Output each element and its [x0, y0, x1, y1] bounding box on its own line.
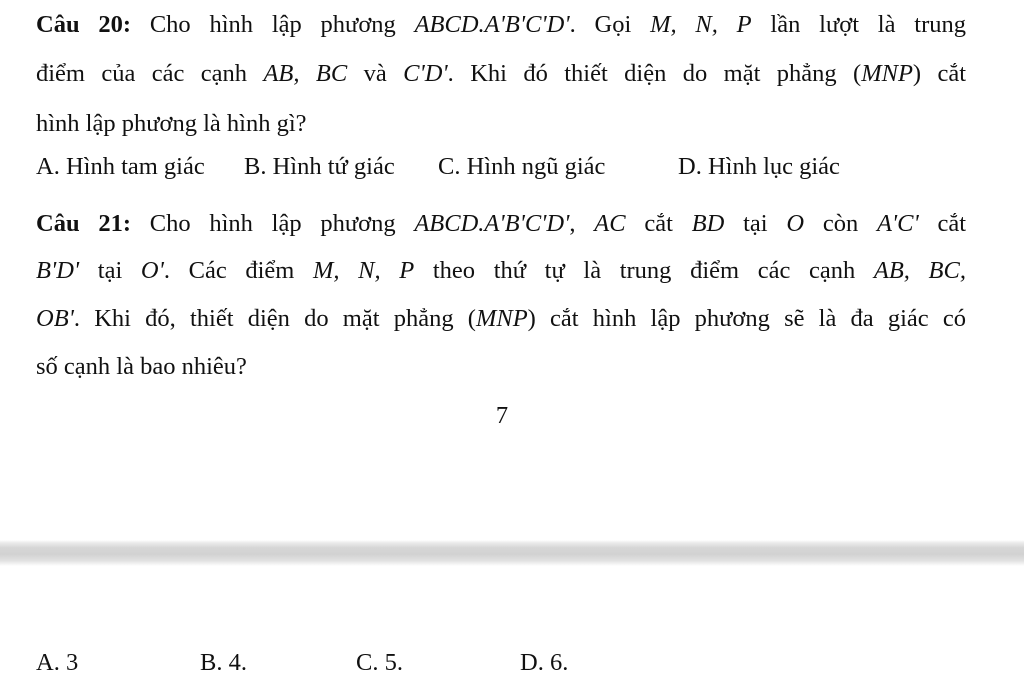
q20-edges: AB, BC	[263, 60, 348, 87]
q21-plane: MNP	[475, 305, 528, 332]
q20-line-1	[36, 10, 966, 40]
q21-text: tại	[743, 210, 768, 237]
q21-line-4: số cạnh là bao nhiêu?	[36, 353, 247, 380]
q21-segment-ob1: OB'	[36, 305, 74, 332]
q20-line-2	[36, 59, 966, 89]
q20-text: và	[363, 60, 387, 87]
q21-line-bd: BD	[691, 210, 725, 237]
q20-edge: C'D'	[403, 60, 448, 87]
q21-text: cắt	[937, 210, 967, 237]
q21-text: theo thứ tự là trung điểm các cạnh	[432, 257, 856, 284]
q21-edges: AB, BC,	[873, 257, 966, 284]
q21-text: ,	[569, 210, 576, 237]
q20-text: ) cắt	[912, 60, 967, 87]
q21-text: tại	[97, 257, 123, 284]
q21-option-b: B. 4.	[200, 649, 247, 676]
q21-line-1	[36, 209, 966, 239]
page-divider	[0, 540, 1024, 566]
q20-option-d: D. Hình lục giác	[678, 153, 840, 180]
q21-text: cắt	[644, 210, 673, 237]
q20-text: lần lượt là trung	[770, 11, 966, 38]
q21-text: Cho hình lập phương	[149, 210, 396, 237]
q20-option-a: A. Hình tam giác	[36, 153, 205, 180]
q20-text: . Khi đó thiết diện do mặt phẳng (	[447, 60, 862, 87]
q21-line-2	[36, 256, 966, 286]
q20-cube-name: ABCD.A'B'C'D'	[414, 11, 570, 38]
q21-point-o1: O'	[140, 257, 164, 284]
q21-text: . Khi đó, thiết diện do mặt phẳng (	[73, 305, 476, 332]
q20-line-3: hình lập phương là hình gì?	[36, 110, 307, 137]
q21-line-3	[36, 304, 966, 334]
q21-text: . Các điểm	[163, 257, 295, 284]
q20-text: . Gọi	[569, 11, 632, 38]
q21-option-d: D. 6.	[520, 649, 569, 676]
q21-point-o: O	[786, 210, 805, 237]
q20-points: M, N, P	[650, 11, 752, 38]
q20-label: Câu 20:	[36, 11, 132, 38]
q21-label: Câu 21:	[36, 210, 131, 237]
q20-option-c: C. Hình ngũ giác	[438, 153, 606, 180]
q21-option-a: A. 3	[36, 649, 79, 676]
q21-cube-name: ABCD.A'B'C'D'	[414, 210, 570, 237]
q20-plane: MNP	[861, 60, 913, 87]
q21-text: ) cắt hình lập phương sẽ là đa giác có	[527, 305, 966, 332]
q21-line-a1c1: A'C'	[876, 210, 919, 237]
q21-text: còn	[822, 210, 859, 237]
q21-line-b1d1: B'D'	[36, 257, 80, 284]
q21-points: M, N, P	[312, 257, 415, 284]
q20-text: điểm của các cạnh	[36, 60, 248, 87]
q20-option-b: B. Hình tứ giác	[244, 153, 395, 180]
handwritten-answer: 7	[495, 402, 509, 429]
q21-line-ac: AC	[594, 210, 626, 237]
q20-text: Cho hình lập phương	[149, 11, 396, 38]
q21-option-c: C. 5.	[356, 649, 403, 676]
